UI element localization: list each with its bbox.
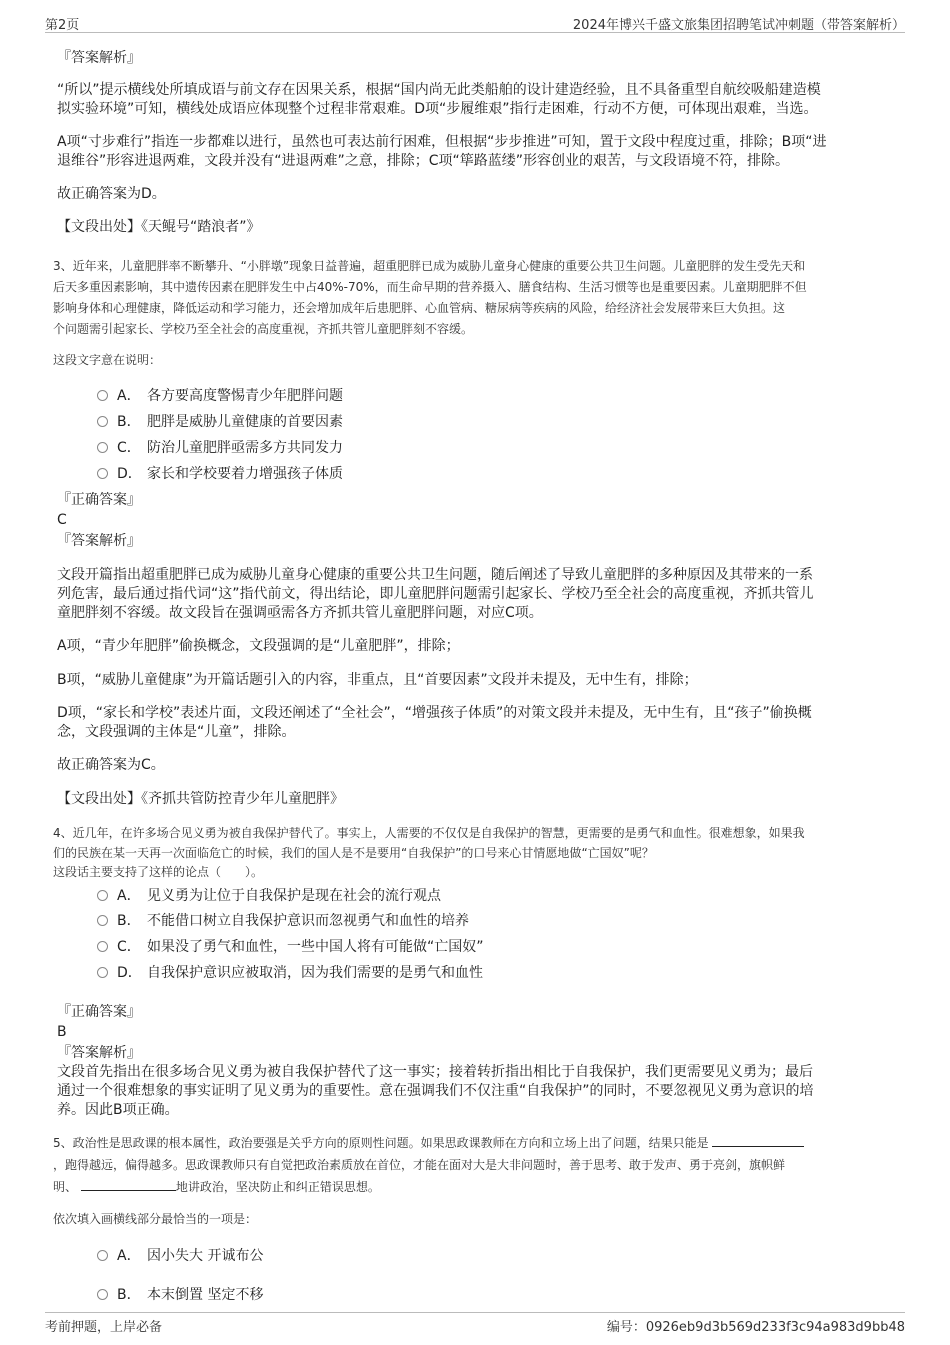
radio-icon[interactable]: [97, 890, 108, 901]
q4-option-a[interactable]: [97, 885, 441, 905]
document-id: 编号：0926eb9d3b569d233f3c94a983d9bb48: [606, 1320, 905, 1335]
q5-stem-text: 5、政治性是思政课的根本属性，政治要强是关乎方向的原则性问题。如果思政课教师在方向和立场上出了问题，结果只能是: [53, 1136, 709, 1150]
q3-analysis-line: B项，“威胁儿童健康”为开篇话题引入的内容，非重点，且“首要因素”文段并未提及，无中生有，排除；: [57, 672, 698, 688]
option-text: 家长和学校要着力增强孩子体质: [147, 466, 343, 482]
q2-analysis-line: “所以”提示横线处所填成语与前文存在因果关系，根据“国内尚无此类船舶的设计建造经验，且不具备重型自航绞吸船建造模: [57, 82, 821, 98]
radio-icon[interactable]: [97, 390, 108, 401]
q3-analysis-line: 念，文段强调的主体是“儿童”，排除。: [57, 724, 296, 740]
q2-conclusion: 故正确答案为D。: [57, 186, 166, 202]
q4-option-d[interactable]: [97, 962, 483, 982]
q3-analysis-line: 童肥胖刻不容缓。故文段旨在强调亟需各方齐抓共管儿童肥胖问题，对应C项。: [57, 605, 543, 621]
q4-stem-line: 4、近几年，在许多场合见义勇为被自我保护替代了。事实上，人需要的不仅仅是自我保护的智慧，更需要的是勇气和血性。很难想象，如果我: [53, 826, 805, 840]
option-text: 如果没了勇气和血性，一些中国人将有可能做“亡国奴”: [147, 939, 484, 955]
option-text: 本末倒置 坚定不移: [147, 1287, 264, 1303]
q5-stem-line: ，跑得越远，偏得越多。思政课教师只有自觉把政治素质放在首位，才能在面对大是大非问题时，善于思考、敢于发声、勇于亮剑，旗帜鲜: [53, 1158, 786, 1172]
radio-icon[interactable]: [97, 915, 108, 926]
q3-stem-line: 3、近年来，儿童肥胖率不断攀升、“小胖墩”现象日益普遍，超重肥胖已成为威胁儿童身心健康的重要公共卫生问题。儿童肥胖的发生受先天和: [53, 259, 806, 273]
option-letter: D．: [117, 466, 142, 482]
q3-answer: C: [57, 512, 67, 528]
q2-analysis-line: 拟实验环境”可知，横线处成语应体现整个过程非常艰难。D项“步履维艰”指行走困难，行动不方便，可体现出艰难，当选。: [57, 101, 818, 117]
q5-prompt: 依次填入画横线部分最恰当的一项是：: [53, 1212, 258, 1226]
q3-option-b[interactable]: [97, 411, 343, 431]
radio-icon[interactable]: [97, 941, 108, 952]
page-number: 第2页: [45, 18, 80, 33]
fill-blank[interactable]: [712, 1134, 804, 1147]
q5-stem-line: [53, 1177, 380, 1198]
q2-source: 【文段出处】《天鲲号“踏浪者”》: [57, 219, 261, 235]
option-letter: B．: [117, 414, 141, 430]
q3-option-a[interactable]: [97, 385, 343, 405]
option-letter: C．: [117, 939, 141, 955]
q5-option-b[interactable]: [97, 1284, 263, 1304]
radio-icon[interactable]: [97, 967, 108, 978]
q4-option-c[interactable]: [97, 936, 484, 956]
q2-analysis-label: 『答案解析』: [57, 50, 141, 66]
q3-analysis-label: 『答案解析』: [57, 533, 141, 549]
option-letter: B．: [117, 1287, 141, 1303]
q3-analysis-line: 文段开篇指出超重肥胖已成为威胁儿童身心健康的重要公共卫生问题，随后阐述了导致儿童肥胖的多种原因及其带来的一系: [57, 567, 813, 583]
option-text: 不能借口树立自我保护意识而忽视勇气和血性的培养: [147, 913, 469, 929]
q3-conclusion: 故正确答案为C。: [57, 757, 165, 773]
q3-source: 【文段出处】《齐抓共管防控青少年儿童肥胖》: [57, 791, 344, 807]
q3-answer-label: 『正确答案』: [57, 492, 141, 508]
option-text: 各方要高度警惕青少年肥胖问题: [147, 388, 343, 404]
q4-stem-line: 这段话主要支持了这样的论点（ ）。: [53, 865, 264, 879]
option-text: 因小失大 开诚布公: [147, 1248, 264, 1264]
q4-analysis-label: 『答案解析』: [57, 1045, 141, 1061]
q3-option-d[interactable]: [97, 463, 343, 483]
q4-analysis-line: 通过一个很难想象的事实证明了见义勇为的重要性。意在强调我们不仅注重“自我保护”的同时，不要忽视见义勇为意识的培: [57, 1083, 814, 1099]
option-letter: A．: [117, 888, 141, 904]
q4-answer: B: [57, 1024, 67, 1040]
q4-option-b[interactable]: [97, 910, 469, 930]
q4-answer-label: 『正确答案』: [57, 1004, 141, 1020]
radio-icon[interactable]: [97, 1250, 108, 1261]
q3-stem-line: 影响身体和心理健康，降低运动和学习能力，还会增加成年后患肥胖、心血管病、糖尿病等疾病的风险，给经济社会发展带来巨大负担。这: [53, 301, 786, 315]
q3-stem-line: 后天多重因素影响，其中遗传因素在肥胖发生中占40%-70%，而生命早期的营养摄入、膳食结构、生活习惯等也是重要因素。儿童期肥胖不但: [53, 280, 807, 294]
q3-option-c[interactable]: [97, 437, 343, 457]
page-header: [45, 12, 905, 33]
option-text: 见义勇为让位于自我保护是现在社会的流行观点: [147, 888, 441, 904]
footer-slogan: 考前押题，上岸必备: [45, 1320, 163, 1335]
option-letter: C．: [117, 440, 141, 456]
q5-stem-text: 地讲政治，坚决防止和纠正错误思想。: [175, 1180, 380, 1194]
fill-blank[interactable]: [81, 1178, 176, 1191]
q4-analysis-line: 养。因此B项正确。: [57, 1102, 179, 1118]
q4-stem-line: 们的民族在某一天再一次面临危亡的时候，我们的国人是不是要用“自我保护”的口号来心甘情愿地做“亡国奴”呢？: [53, 846, 654, 860]
option-letter: B．: [117, 913, 141, 929]
radio-icon[interactable]: [97, 1289, 108, 1300]
option-text: 肥胖是威胁儿童健康的首要因素: [147, 414, 343, 430]
q3-analysis-line: D项，“家长和学校”表述片面，文段还阐述了“全社会”，“增强孩子体质”的对策文段并未提及，无中生有，且“孩子”偷换概: [57, 705, 812, 721]
q3-analysis-line: A项，“青少年肥胖”偷换概念，文段强调的是“儿童肥胖”，排除；: [57, 638, 460, 654]
q4-analysis-line: 文段首先指出在很多场合见义勇为被自我保护替代了这一事实；接着转折指出相比于自我保护，我们更需要见义勇为；最后: [57, 1064, 813, 1080]
radio-icon[interactable]: [97, 442, 108, 453]
option-text: 自我保护意识应被取消，因为我们需要的是勇气和血性: [147, 965, 483, 981]
radio-icon[interactable]: [97, 416, 108, 427]
document-title: 2024年博兴千盛文旅集团招聘笔试冲刺题（带答案解析）: [572, 18, 905, 33]
q5-option-a[interactable]: [97, 1245, 263, 1265]
option-letter: A．: [117, 1248, 141, 1264]
q3-analysis-line: 列危害，最后通过指代词“这”指代前文，得出结论，即儿童肥胖问题需引起家长、学校乃至全社会的高度重视，齐抓共管儿: [57, 586, 814, 602]
option-letter: A．: [117, 388, 141, 404]
option-letter: D．: [117, 965, 142, 981]
q5-stem-line: [53, 1133, 903, 1154]
q5-stem-text: 明、: [53, 1180, 78, 1194]
q3-prompt: 这段文字意在说明：: [53, 353, 162, 367]
q3-stem-line: 个问题需引起家长、学校乃至全社会的高度重视，齐抓共管儿童肥胖刻不容缓。: [53, 322, 474, 336]
page-footer: [45, 1312, 905, 1335]
q2-analysis-line: A项“寸步难行”指连一步都难以进行，虽然也可表达前行困难，但根据“步步推进”可知，置于文段中程度过重，排除；B项“进: [57, 134, 827, 150]
radio-icon[interactable]: [97, 468, 108, 479]
option-text: 防治儿童肥胖亟需多方共同发力: [147, 440, 343, 456]
q2-analysis-line: 退维谷”形容进退两难，文段并没有“进退两难”之意，排除；C项“筚路蓝缕”形容创业的艰苦，与文段语境不符，排除。: [57, 153, 790, 169]
